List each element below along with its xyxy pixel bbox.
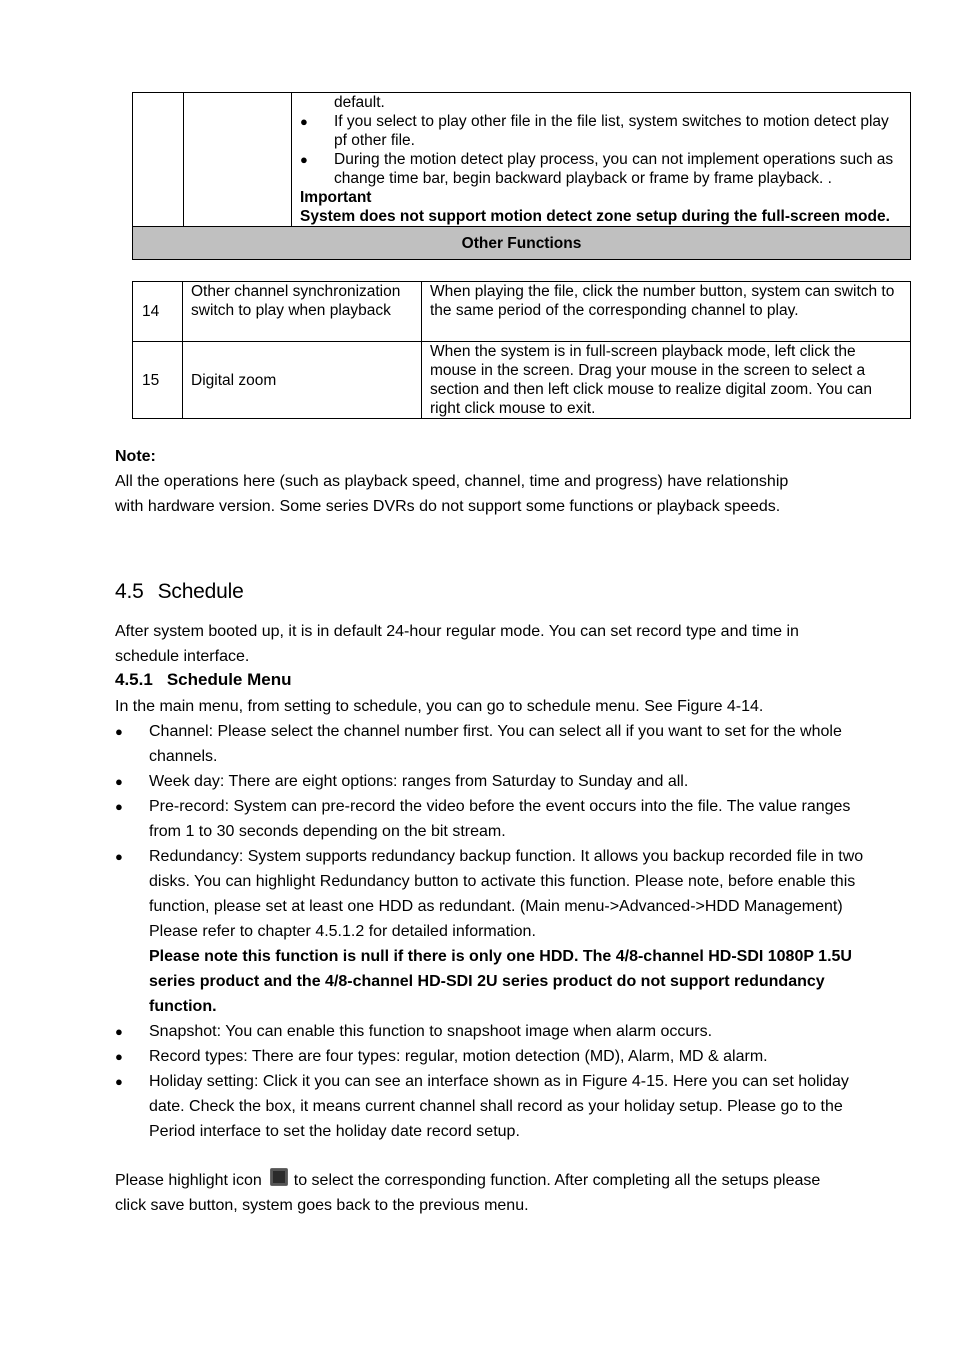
- continued-table: [132, 92, 911, 260]
- note-heading: Note:: [115, 448, 156, 465]
- section-intro: After system booted up, it is in default 24-hour regular mode. You can set record type and time in schedule interface.: [115, 623, 799, 665]
- row-number: 14: [133, 282, 183, 342]
- bullet-icon: ●: [115, 799, 123, 814]
- table-row: [133, 342, 911, 419]
- closing-paragraph: [115, 1168, 855, 1218]
- list-item-text: Pre-record: System can pre-record the video before the event occurs into the file. The value ranges from 1 to 30 seconds depending on the bit stream.: [149, 798, 851, 840]
- table-cell-empty: [133, 93, 184, 227]
- row-number: 15: [133, 342, 183, 419]
- subsection-intro: In the main menu, from setting to schedule, you can go to schedule menu. See Figure 4-14.: [115, 698, 764, 715]
- table-cell-description: [292, 93, 911, 227]
- bullet-icon: ●: [115, 774, 123, 789]
- list-item-bold-note: Please note this function is null if there is only one HDD. The 4/8-channel HD-SDI 1080P 1.5U series product and the 4/8-channel HD-SDI 2U series product do not support redundancy function.: [149, 948, 852, 1015]
- list-item: [115, 1019, 875, 1044]
- bullet-icon: ●: [300, 114, 308, 129]
- section-header: Other Functions: [133, 227, 911, 260]
- list-item-text: Channel: Please select the channel number first. You can select all if you want to set for the whole channels.: [149, 723, 842, 765]
- list-item-text: Snapshot: You can enable this function to snapshoot image when alarm occurs.: [149, 1023, 713, 1040]
- row-name: Other channel synchronization switch to play when playback: [183, 282, 422, 342]
- checkbox-icon: [270, 1168, 288, 1186]
- list-item: [115, 794, 875, 844]
- bullet-icon: ●: [115, 1049, 123, 1064]
- bullet-text: During the motion detect play process, you can not implement operations such as change time bar, begin backward playback or frame by frame playback. .: [334, 151, 894, 187]
- list-item: [115, 769, 875, 794]
- subsection-title-text: Schedule Menu: [166, 670, 292, 689]
- list-item: [115, 844, 875, 1019]
- important-text: System does not support motion detect zone setup during the full-screen mode.: [300, 208, 890, 225]
- list-item: [115, 1069, 875, 1144]
- list-item-text: Record types: There are four types: regular, motion detection (MD), Alarm, MD & alarm.: [149, 1048, 768, 1065]
- list-item: [300, 112, 906, 150]
- list-item-text: Redundancy: System supports redundancy backup function. It allows you backup recorded file in two disks. You can highlight Redundancy button to activate this function. Please note, before enable this function, please set at least one HDD as redundant. (Main menu->Advanced->HDD Management) Please refer to chapter 4.5.1.2 for detailed information.: [149, 848, 864, 940]
- list-item: [300, 150, 906, 188]
- bullet-icon: ●: [115, 724, 123, 739]
- subsection-title: [115, 670, 292, 690]
- list-item-text: Holiday setting: Click it you can see an interface shown as in Figure 4-15. Here you can set holiday date. Check the box, it means current channel shall record as your holiday setup. Please go to the Period interface to set the holiday date record setup.: [149, 1073, 849, 1140]
- important-label: Important: [300, 189, 372, 206]
- note-text: All the operations here (such as playback speed, channel, time and progress) have relationship with hardware version. Some series DVRs do not support some functions or playback speeds.: [115, 473, 789, 515]
- list-item-text: Week day: There are eight options: ranges from Saturday to Sunday and all.: [149, 773, 689, 790]
- section-title: [115, 580, 244, 604]
- list-item: [115, 719, 875, 769]
- table-section-row: [133, 227, 911, 260]
- bullet-icon: ●: [115, 1024, 123, 1039]
- list-item: [115, 1044, 875, 1069]
- bullet-icon: ●: [115, 849, 123, 864]
- row-name: Digital zoom: [183, 342, 422, 419]
- closing-text-after: to select the corresponding function. After completing all the setups please click save button, system goes back to the previous menu.: [115, 1172, 821, 1214]
- section-title-text: Schedule: [157, 580, 244, 603]
- bullet-icon: ●: [115, 1074, 123, 1089]
- subsection-number: 4.5.1: [115, 670, 153, 689]
- functions-table: [132, 281, 911, 419]
- cont-line: default.: [334, 94, 385, 111]
- schedule-options-list: [115, 719, 875, 1144]
- table-row: [133, 93, 911, 227]
- row-description: When the system is in full-screen playback mode, left click the mouse in the screen. Drag your mouse in the screen to select a section and then left click mouse to realize digital zoom. You can right click mouse to exit.: [422, 342, 911, 419]
- bullet-text: If you select to play other file in the file list, system switches to motion detect play pf other file.: [334, 113, 889, 149]
- bullet-icon: ●: [300, 152, 308, 167]
- row-description: When playing the file, click the number button, system can switch to the same period of the corresponding channel to play.: [422, 282, 911, 342]
- section-number: 4.5: [115, 580, 144, 603]
- table-row: [133, 282, 911, 342]
- table-cell-empty: [184, 93, 292, 227]
- closing-text-before: Please highlight icon: [115, 1172, 262, 1189]
